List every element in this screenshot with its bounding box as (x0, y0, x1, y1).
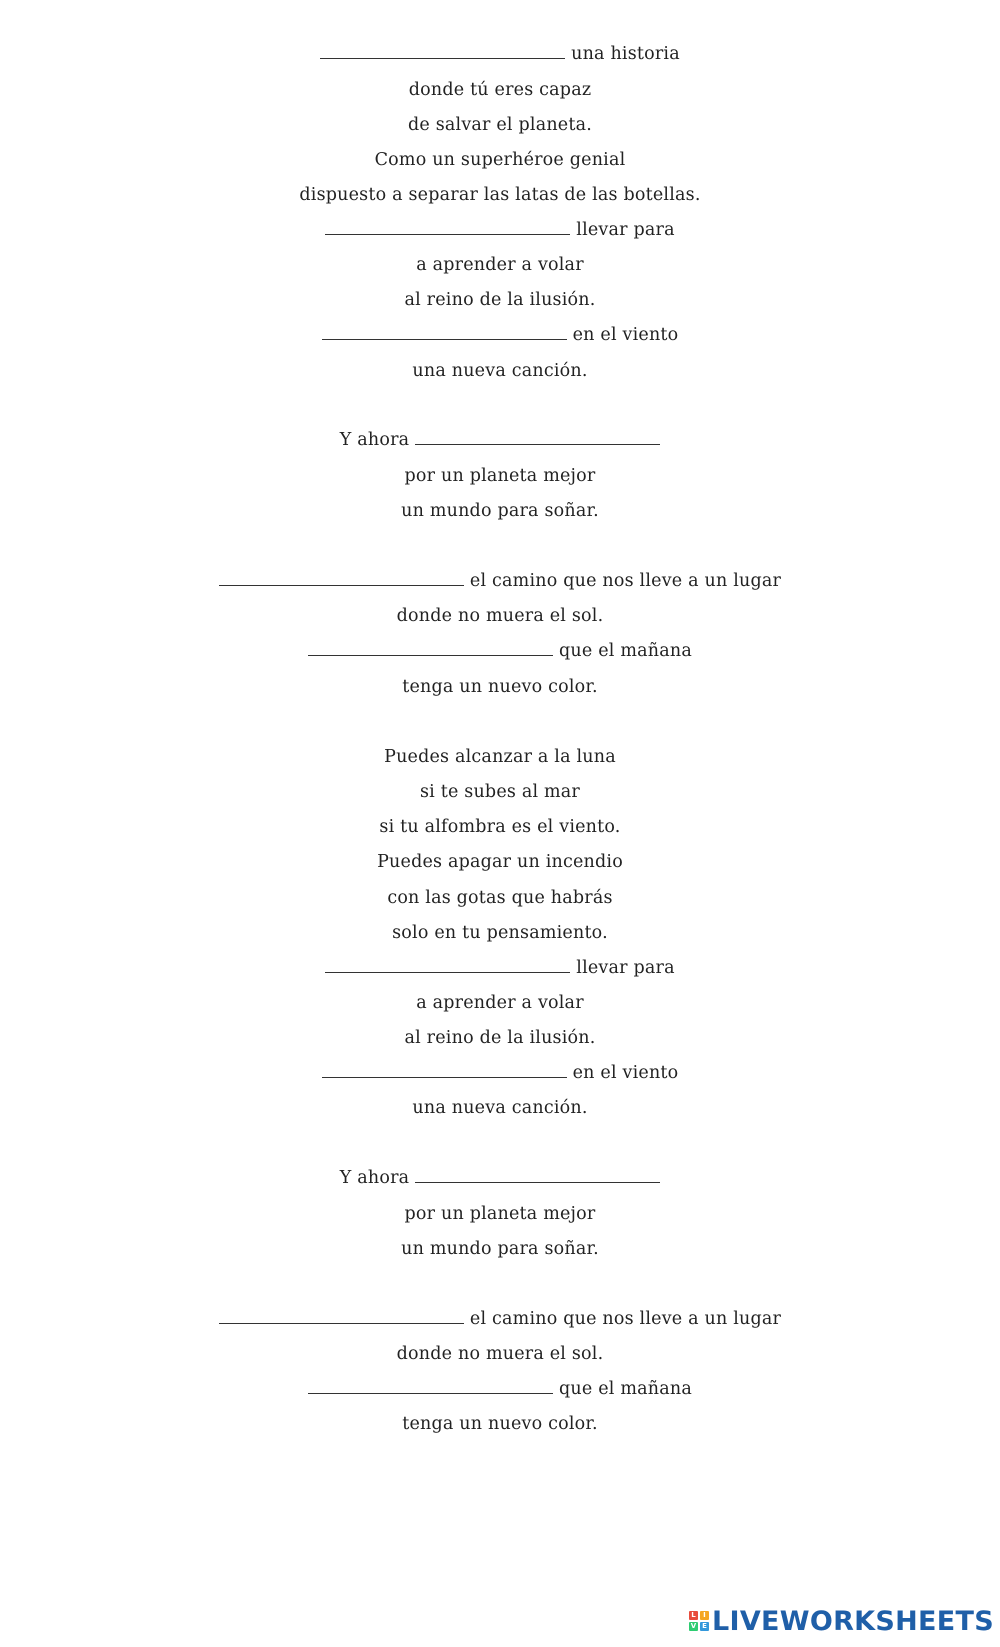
lyric-text: Y ahora (339, 430, 410, 450)
liveworksheets-logo-icon (689, 1611, 709, 1631)
answer-blank[interactable] (325, 218, 570, 235)
lyric-text: al reino de la ilusión. (404, 290, 596, 310)
lyric-text: donde no muera el sol. (396, 606, 604, 626)
answer-blank[interactable] (308, 639, 553, 656)
answer-blank[interactable] (219, 569, 464, 586)
lyric-text: donde tú eres capaz (408, 80, 592, 100)
lyric-text: al reino de la ilusión. (404, 1028, 596, 1048)
fill-in-line (0, 428, 1000, 452)
lyric-text: Puedes apagar un incendio (377, 852, 623, 872)
lyric-line (0, 1026, 1000, 1050)
lyric-text: a aprender a volar (416, 255, 584, 275)
lyric-text: Y ahora (339, 1168, 410, 1188)
lyric-text: a aprender a volar (416, 993, 584, 1013)
lyric-text: el camino que nos lleve a un lugar (469, 571, 782, 591)
logo-wordmark: LIVEWORKSHEETS (711, 1605, 994, 1637)
lyric-line (0, 991, 1000, 1015)
lyric-text: con las gotas que habrás (387, 888, 613, 908)
fill-in-line (0, 218, 1000, 242)
lyric-line (0, 1342, 1000, 1366)
fill-in-line (0, 1166, 1000, 1190)
lyric-text: un mundo para soñar. (401, 1239, 599, 1259)
lyric-line (0, 745, 1000, 769)
lyric-text: si te subes al mar (419, 782, 581, 802)
lyric-text: un mundo para soñar. (401, 501, 599, 521)
lyric-text: por un planeta mejor (404, 466, 596, 486)
logo-tile: I (700, 1611, 709, 1620)
lyric-text: donde no muera el sol. (396, 1344, 604, 1364)
answer-blank[interactable] (322, 323, 567, 340)
lyric-text: que el mañana (559, 641, 692, 661)
fill-in-line (0, 1307, 1000, 1331)
lyric-line (0, 359, 1000, 383)
fill-in-line (0, 639, 1000, 663)
lyric-text: el camino que nos lleve a un lugar (469, 1309, 782, 1329)
lyric-line (0, 183, 1000, 207)
lyric-text: por un planeta mejor (404, 1204, 596, 1224)
lyric-line (0, 1237, 1000, 1261)
lyric-line (0, 850, 1000, 874)
lyric-text: si tu alfombra es el viento. (379, 817, 621, 837)
answer-blank[interactable] (219, 1307, 464, 1324)
lyric-line (0, 1096, 1000, 1120)
lyric-line (0, 78, 1000, 102)
lyric-line (0, 464, 1000, 488)
lyric-text: tenga un nuevo color. (402, 677, 598, 697)
lyric-text: una historia (571, 44, 680, 64)
fill-in-line (0, 1377, 1000, 1401)
fill-in-line (0, 323, 1000, 347)
lyric-text: llevar para (576, 220, 675, 240)
lyric-line (0, 148, 1000, 172)
lyric-line (0, 675, 1000, 699)
lyric-text: en el viento (572, 325, 679, 345)
lyric-text: Como un superhéroe genial (374, 150, 626, 170)
lyric-text: tenga un nuevo color. (402, 1414, 598, 1434)
lyric-text: en el viento (572, 1063, 679, 1083)
answer-blank[interactable] (322, 1061, 567, 1078)
lyric-line (0, 288, 1000, 312)
lyric-text: dispuesto a separar las latas de las botellas. (299, 185, 701, 205)
answer-blank[interactable] (415, 1166, 660, 1183)
lyric-line (0, 253, 1000, 277)
lyric-line (0, 604, 1000, 628)
fill-in-line (0, 1061, 1000, 1085)
lyric-text: una nueva canción. (412, 1098, 588, 1118)
lyric-line (0, 113, 1000, 137)
lyric-text: solo en tu pensamiento. (392, 923, 608, 943)
lyric-line (0, 1412, 1000, 1436)
lyric-text: Puedes alcanzar a la luna (384, 747, 616, 767)
lyric-line (0, 499, 1000, 523)
logo-tile: V (690, 1622, 697, 1630)
logo-tile: L (689, 1611, 698, 1620)
logo-tile: E (700, 1622, 709, 1631)
answer-blank[interactable] (308, 1377, 553, 1394)
answer-blank[interactable] (320, 42, 565, 59)
lyric-line (0, 815, 1000, 839)
fill-in-line (0, 569, 1000, 593)
fill-in-line (0, 42, 1000, 66)
lyric-text: llevar para (576, 958, 675, 978)
lyric-line (0, 886, 1000, 910)
lyric-text: una nueva canción. (412, 361, 588, 381)
fill-in-line (0, 956, 1000, 980)
answer-blank[interactable] (415, 428, 660, 445)
lyric-text: que el mañana (559, 1379, 692, 1399)
lyric-text: de salvar el planeta. (408, 115, 592, 135)
lyric-line (0, 921, 1000, 945)
lyric-line (0, 1202, 1000, 1226)
liveworksheets-logo (689, 1605, 994, 1637)
answer-blank[interactable] (325, 956, 570, 973)
lyric-line (0, 780, 1000, 804)
